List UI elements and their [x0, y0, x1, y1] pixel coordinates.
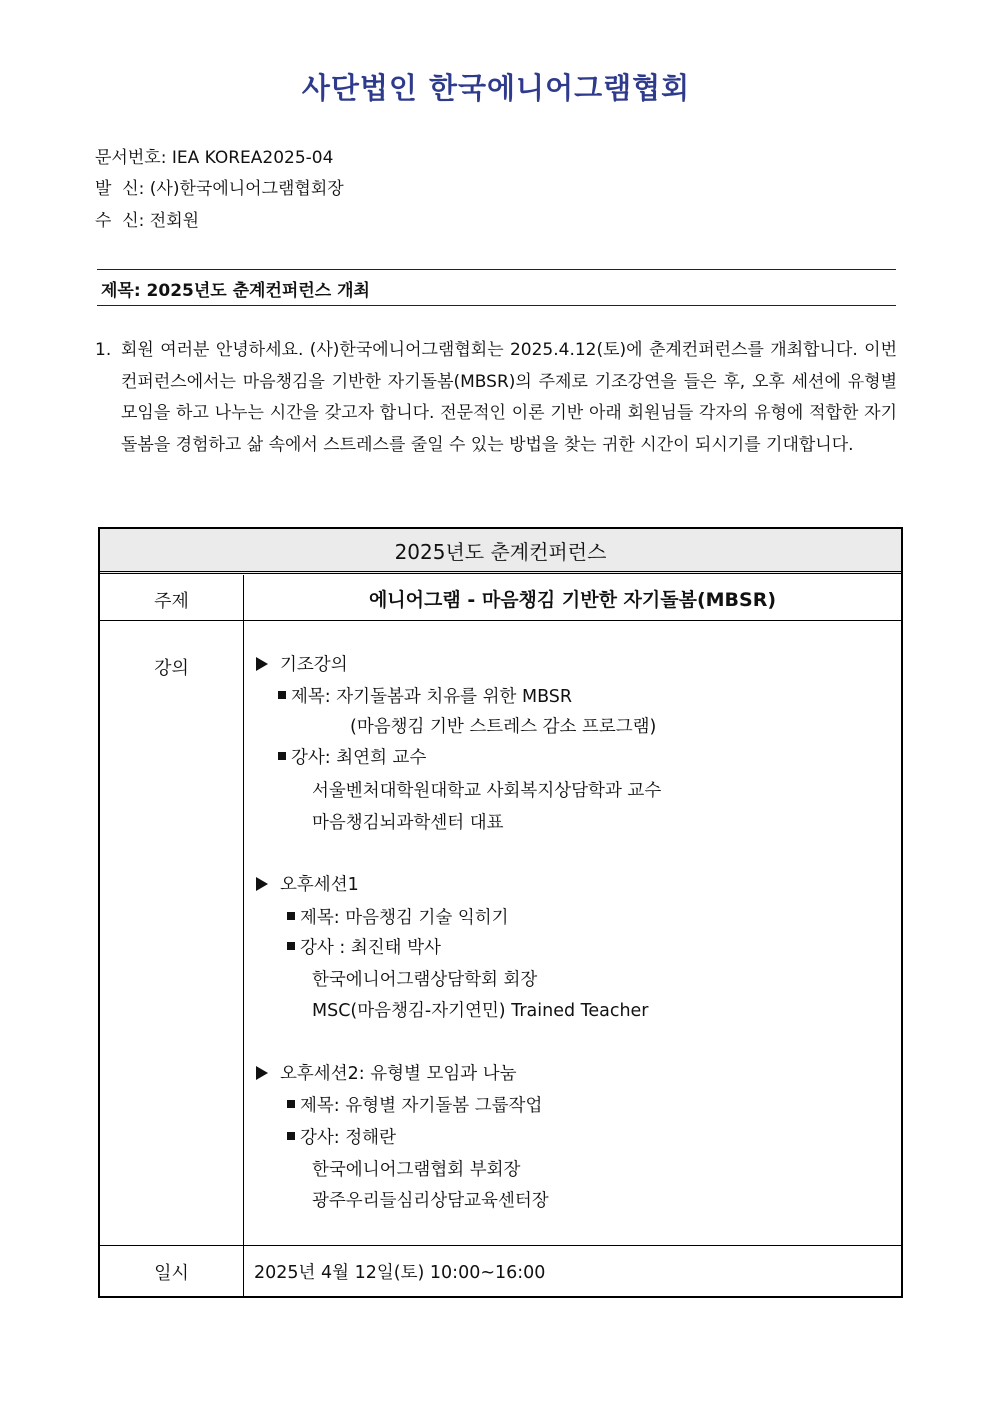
- row-divider-topic: [100, 620, 901, 621]
- sender-label: 발 신:: [95, 179, 145, 199]
- sender-value: (사)한국에니어그램협회장: [149, 179, 344, 199]
- paragraph-text: 회원 여러분 안녕하세요. (사)한국에니어그램협회는 2025.4.12(토)에 춘계컨퍼런스를 개최합니다. 이번 컨퍼런스에서는 마음챙김을 기반한 자기돌봄(MBSR)의 주제로 기조강연을 들은 후, 오후 세션에 유형별 모임을 하고 나누는 시간을 갖고자 합니다. 전문적인 이론 기반 아래 회원님들 각자의 유형에 적합한 자기돌봄을 경험하고 삶 속에서 스트레스를 줄일 수 있는 방법을 찾는 귀한 시간이 되시기를 기대합니다.: [121, 340, 897, 455]
- lecture-label: 강의: [154, 658, 189, 679]
- session2-title: 제목: 유형별 자기돌봄 그룹작업: [287, 1092, 542, 1117]
- keynote-speaker: 강사: 최연희 교수: [278, 744, 426, 769]
- subject-bottom-rule: [97, 305, 896, 306]
- session1-title: 제목: 마음챙김 기술 익히기: [287, 904, 509, 929]
- triangle-bullet-icon: [256, 1066, 268, 1080]
- doc-number-label: 문서번호:: [95, 148, 167, 168]
- doc-number: [95, 147, 333, 169]
- keynote-affiliation-2: 마음챙김뇌과학센터 대표: [312, 813, 504, 833]
- triangle-bullet-icon: [256, 657, 268, 671]
- square-bullet-icon: [287, 942, 295, 950]
- conference-table: [98, 527, 903, 1298]
- organization-title: 사단법인 한국에니어그램협회: [301, 71, 691, 105]
- table-header: 2025년도 춘계컨퍼런스: [100, 529, 901, 574]
- date-label: 일시: [154, 1263, 189, 1284]
- session1-heading: 오후세션1: [256, 871, 359, 896]
- session1-affiliation-1: 한국에니어그램상담학회 회장: [312, 970, 538, 990]
- column-divider: [243, 575, 244, 1298]
- square-bullet-icon: [287, 1132, 295, 1140]
- body-paragraph: [95, 335, 897, 461]
- square-bullet-icon: [278, 691, 286, 699]
- row-divider-date: [100, 1245, 901, 1246]
- square-bullet-icon: [287, 1100, 295, 1108]
- session2-affiliation-1: 한국에니어그램협회 부회장: [312, 1160, 521, 1180]
- recipient-label: 수 신:: [95, 211, 145, 231]
- topic-label: 주제: [154, 591, 189, 612]
- keynote-heading: 기조강의: [256, 651, 348, 676]
- session1-affiliation-2: MSC(마음챙김-자기연민) Trained Teacher: [312, 1001, 649, 1021]
- topic-value: 에니어그램 - 마음챙김 기반한 자기돌봄(MBSR): [368, 589, 777, 611]
- square-bullet-icon: [287, 912, 295, 920]
- doc-number-value: IEA KOREA2025-04: [171, 148, 334, 168]
- square-bullet-icon: [278, 752, 286, 760]
- keynote-title-sub: (마음챙김 기반 스트레스 감소 프로그램): [350, 717, 657, 737]
- session2-speaker: 강사: 정해란: [287, 1124, 396, 1149]
- triangle-bullet-icon: [256, 877, 268, 891]
- date-value: 2025년 4월 12일(토) 10:00~16:00: [254, 1263, 546, 1283]
- paragraph-number: 1.: [95, 340, 112, 360]
- sender: [95, 178, 344, 200]
- subject-top-rule: [97, 269, 896, 270]
- session1-speaker: 강사 : 최진태 박사: [287, 934, 441, 959]
- keynote-affiliation-1: 서울벤처대학원대학교 사회복지상담학과 교수: [312, 781, 662, 801]
- recipient-value: 전회원: [149, 211, 200, 231]
- recipient: [95, 210, 199, 232]
- keynote-title: 제목: 자기돌봄과 치유를 위한 MBSR: [278, 683, 572, 708]
- session2-heading: 오후세션2: 유형별 모임과 나눔: [256, 1060, 517, 1085]
- session2-affiliation-2: 광주우리들심리상담교육센터장: [312, 1191, 549, 1211]
- subject-line: 제목: 2025년도 춘계컨퍼런스 개최: [101, 281, 370, 301]
